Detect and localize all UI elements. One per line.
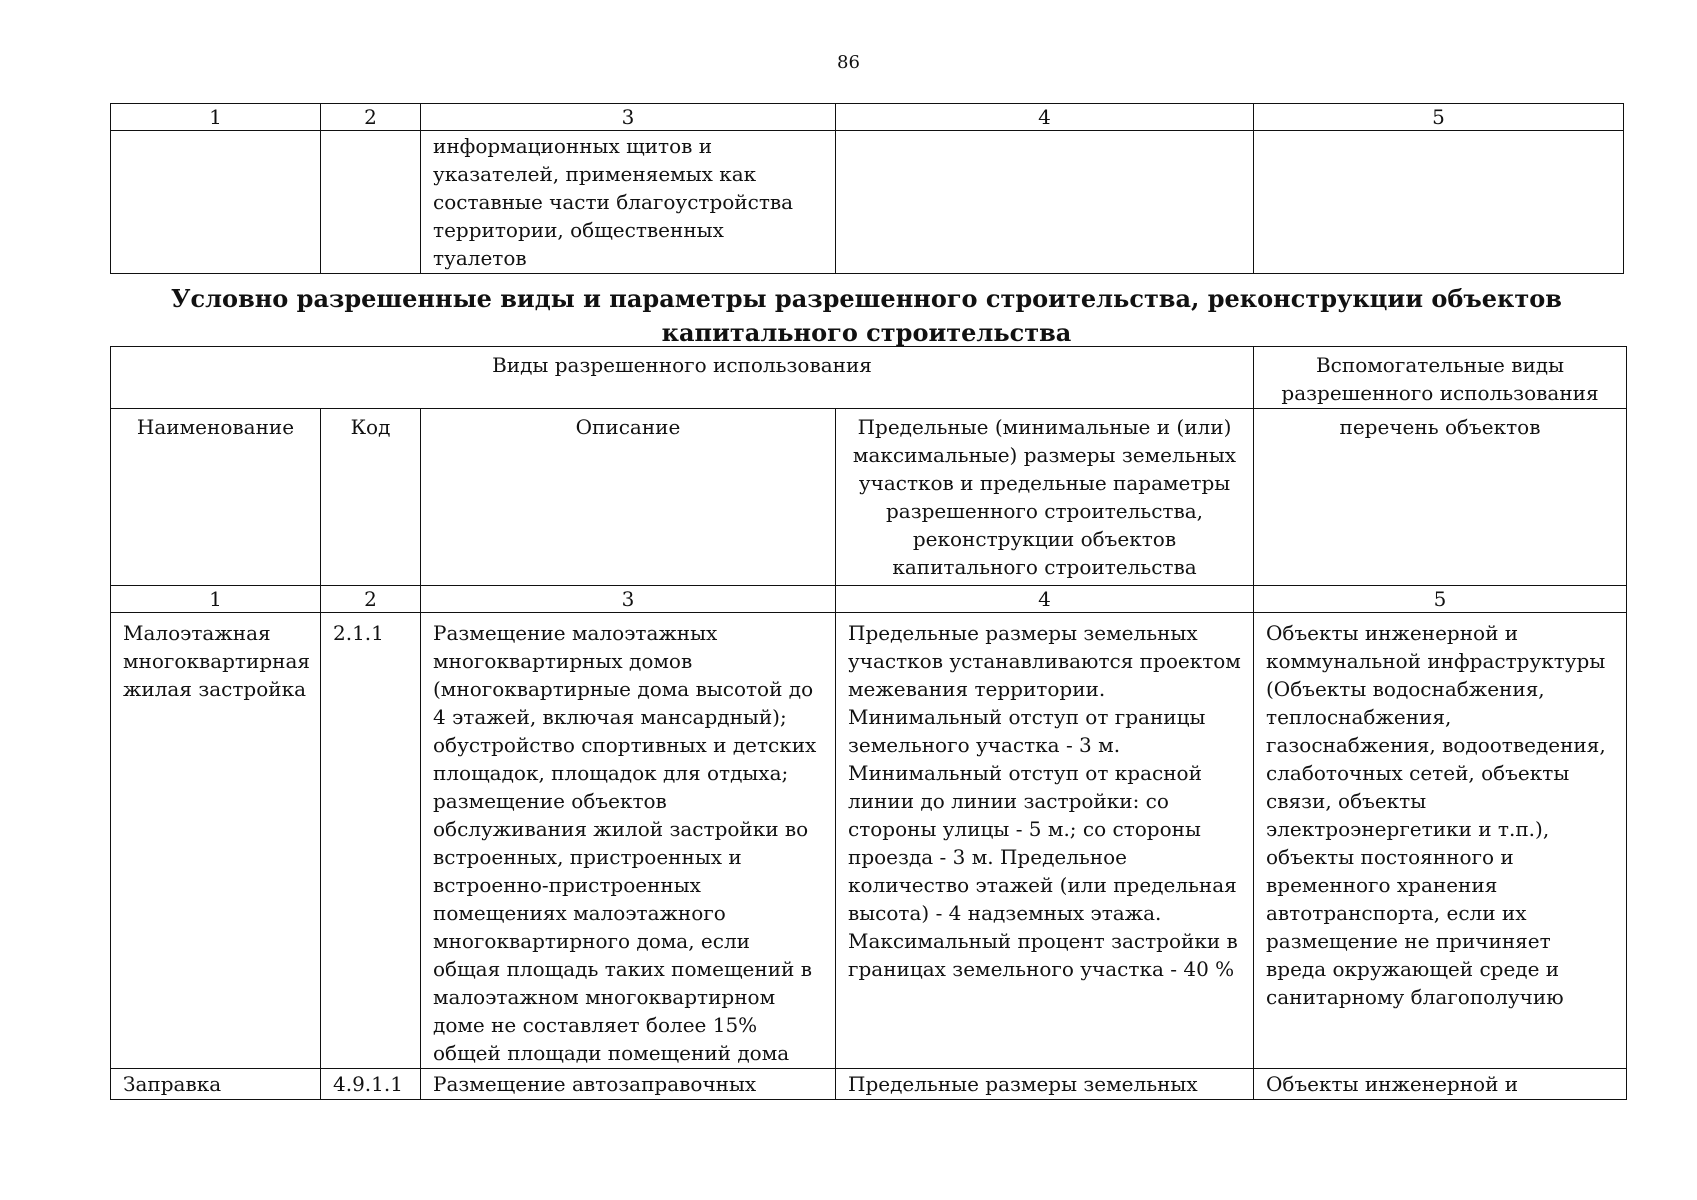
cell-code: 2.1.1 [321,613,421,1069]
section-title: Условно разрешенные виды и параметры разрешенного строительства, реконструкции объектов капитального строительства [171,284,1562,347]
group-main-header: Виды разрешенного использования [111,347,1254,409]
cell-code [321,131,421,274]
cell-code: 4.9.1.1 [321,1069,421,1100]
col-number: 3 [421,104,836,131]
col-number: 4 [836,586,1254,613]
col-number: 4 [836,104,1254,131]
cell-params [836,131,1254,274]
table-row [111,613,1627,1069]
column-header-row [111,409,1627,586]
cell-description: Размещение малоэтажных многоквартирных домов (многоквартирные дома высотой до 4 этажей, включая мансардный); обустройство спортивных и детских площадок, площадок для отдыха; размещение объектов обслуживания жилой застройки во встроенных, пристроенных и встроенно-пристроенных помещениях малоэтажного многоквартирного дома, если общая площадь таких помещений в малоэтажном многоквартирном доме не составляет более 15% общей площади помещений дома [421,613,836,1069]
column-number-row [111,104,1624,131]
cell-name: Заправка [111,1069,321,1100]
cell-aux [1254,131,1624,274]
col-number: 2 [321,104,421,131]
permitted-use-table [110,346,1627,1100]
cell-description: Размещение автозаправочных [421,1069,836,1100]
col-number: 3 [421,586,836,613]
continued-table [110,103,1624,274]
cell-aux: Объекты инженерной и коммунальной инфраструктуры (Объекты водоснабжения, теплоснабжения, газоснабжения, водоотведения, слаботочных сетей, объекты связи, объекты электроэнергетики и т.п.), объекты постоянного и временного хранения автотранспорта, если их размещение не причиняет вреда окружающей среде и санитарному благополучию [1254,613,1627,1069]
header-name: Наименование [111,409,321,586]
col-number: 5 [1254,586,1627,613]
table-row [111,1069,1627,1100]
cell-params: Предельные размеры земельных участков устанавливаются проектом межевания территории. Минимальный отступ от границы земельного участка - 3 м. Минимальный отступ от красной линии до линии застройки: со стороны улицы - 5 м.; со стороны проезда - 3 м. Предельное количество этажей (или предельная высота) - 4 надземных этажа. Максимальный процент застройки в границах земельного участка - 40 % [836,613,1254,1069]
cell-aux: Объекты инженерной и [1254,1069,1627,1100]
header-aux: перечень объектов [1254,409,1627,586]
header-description: Описание [421,409,836,586]
page-number: 86 [837,52,860,73]
cell-name: Малоэтажная многоквартирная жилая застройка [111,613,321,1069]
group-header-row [111,347,1627,409]
cell-params: Предельные размеры земельных [836,1069,1254,1100]
col-number: 2 [321,586,421,613]
cell-name [111,131,321,274]
header-params: Предельные (минимальные и (или) максимальные) размеры земельных участков и предельные параметры разрешенного строительства, реконструкции объектов капитального строительства [836,409,1254,586]
cell-description: информационных щитов и указателей, применяемых как составные части благоустройства территории, общественных туалетов [421,131,836,274]
col-number: 5 [1254,104,1624,131]
table-row [111,131,1624,274]
group-aux-header: Вспомогательные виды разрешенного использования [1254,347,1627,409]
col-number: 1 [111,586,321,613]
column-number-row [111,586,1627,613]
header-code: Код [321,409,421,586]
col-number: 1 [111,104,321,131]
